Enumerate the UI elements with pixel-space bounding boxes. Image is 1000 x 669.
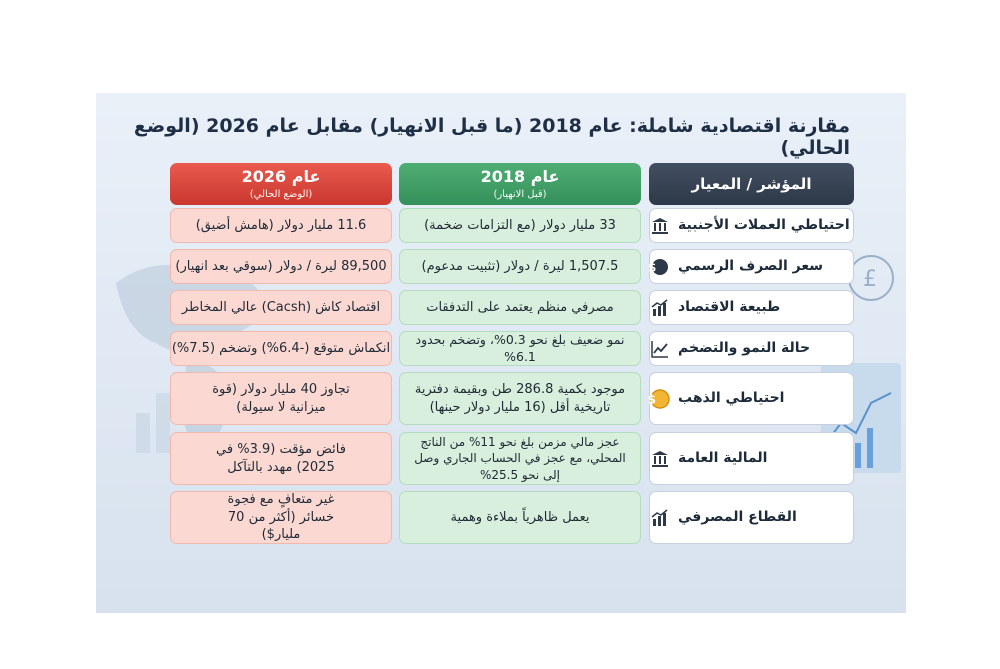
value-2026-foreign-reserves: 11.6 مليار دولار (هامش أضيق)	[170, 208, 392, 243]
header-2026-subtitle: (الوضع الحالي)	[249, 189, 313, 201]
indicator-public-finance	[649, 432, 854, 485]
value-2018-foreign-reserves: 33 مليار دولار (مع التزامات ضخمة)	[399, 208, 641, 243]
indicator-foreign-reserves	[649, 208, 854, 243]
value-2026-growth-inflation: انكماش متوقع (-6.4%) وتضخم (7.5%)	[170, 331, 392, 366]
gold-coin-icon	[647, 389, 670, 409]
header-2018-title: عام 2018	[480, 167, 560, 187]
indicator-gold-reserves	[649, 372, 854, 425]
value-2026-gold-reserves: تجاوز 40 مليار دولار (قوة ميزانية لا سيولة)	[170, 372, 392, 425]
value-2026-banking-sector: غير متعافٍ مع فجوة خسائر (أكثر من 70 مليار$)	[170, 491, 392, 544]
value-2018-gold-reserves: موجود بكمية 286.8 طن وبقيمة دفترية تاريخية أقل (16 مليار دولار حينها)	[399, 372, 641, 425]
svg-text:£: £	[863, 267, 877, 292]
value-2026-exchange-rate: 89,500 ليرة / دولار (سوقي بعد انهيار)	[170, 249, 392, 284]
indicator-label: سعر الصرف الرسمي	[678, 258, 824, 275]
value-2018-exchange-rate: 1,507.5 ليرة / دولار (تثبيت مدعوم)	[399, 249, 641, 284]
svg-text:$: $	[647, 260, 657, 274]
infographic-canvas	[96, 93, 906, 613]
header-indicator	[649, 163, 854, 205]
page-title: مقارنة اقتصادية شاملة: عام 2018 (ما قبل الانهيار) مقابل عام 2026 (الوضع الحالي)	[133, 115, 850, 159]
header-2018	[399, 163, 641, 205]
indicator-label: طبيعة الاقتصاد	[678, 299, 781, 316]
bar-chart-icon	[650, 298, 670, 318]
bar-chart-icon	[650, 508, 670, 528]
bank-icon	[650, 216, 670, 236]
value-2018-growth-inflation: نمو ضعيف بلغ نحو 0.3%، وتضخم بحدود 6.1%	[399, 331, 641, 366]
indicator-label: احتياطي العملات الأجنبية	[678, 217, 850, 234]
value-2026-public-finance: فائض مؤقت (3.9% في 2025) مهدد بالتآكل	[170, 432, 392, 485]
indicator-growth-inflation	[649, 331, 854, 366]
indicator-label: حالة النمو والتضخم	[678, 340, 811, 357]
indicator-label: احتياطي الذهب	[678, 390, 785, 407]
bank-icon	[650, 449, 670, 469]
value-2018-public-finance: عجز مالي مزمن بلغ نحو 11% من الناتج المحلي، مع عجز في الحساب الجاري وصل إلى نحو 25.5%	[399, 432, 641, 485]
indicator-label: القطاع المصرفي	[678, 509, 797, 526]
indicator-banking-sector	[649, 491, 854, 544]
indicator-economy-nature	[649, 290, 854, 325]
value-2018-economy-nature: مصرفي منظم يعتمد على التدفقات	[399, 290, 641, 325]
value-2026-economy-nature: اقتصاد كاش (Cacsh) عالي المخاطر	[170, 290, 392, 325]
header-2026	[170, 163, 392, 205]
indicator-label: المالية العامة	[678, 450, 768, 467]
value-2018-banking-sector: يعمل ظاهرياً بملاءة وهمية	[399, 491, 641, 544]
header-2026-title: عام 2026	[241, 167, 321, 187]
svg-text:$: $	[647, 392, 656, 406]
indicator-exchange-rate	[649, 249, 854, 284]
header-2018-subtitle: (قبل الانهيار)	[493, 189, 547, 201]
line-chart-icon	[650, 339, 670, 359]
header-indicator-label: المؤشر / المعيار	[691, 174, 812, 193]
dollar-icon	[647, 257, 670, 277]
